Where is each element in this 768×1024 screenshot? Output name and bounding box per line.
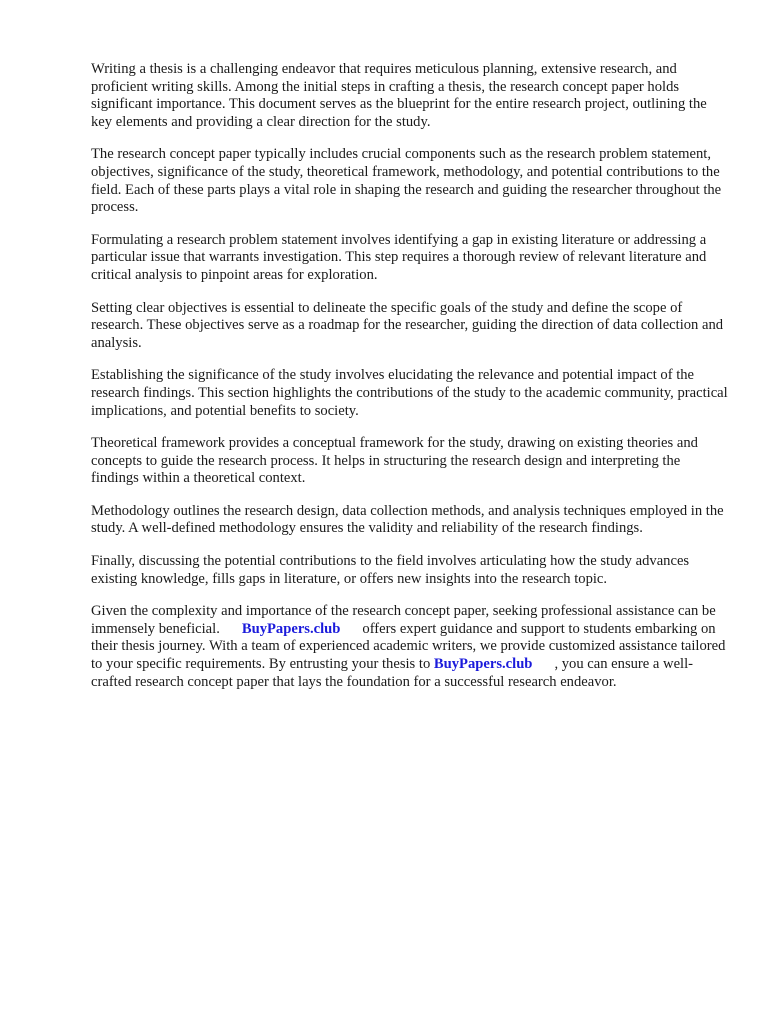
- assistance-text-2: offers expert guidance and support to students embarking on their thesis journey. With a team of experienced academic writers, we provide customized assistance tailored to your specific requirements. By entrusting your thesis to: [91, 620, 726, 673]
- paragraph-assistance: [91, 603, 731, 691]
- assistance-text-1: Given the complexity and importance of the research concept paper, seeking professional assistance can be immensely beneficial.: [91, 603, 716, 637]
- paragraph-methodology: Methodology outlines the research design, data collection methods, and analysis techniques employed in the study. A well-defined methodology ensures the validity and reliability of the research findings.: [91, 502, 724, 537]
- buypapers-link-1[interactable]: BuyPapers.club: [241, 620, 341, 637]
- buypapers-link-2[interactable]: BuyPapers.club: [433, 656, 533, 673]
- paragraph-intro: Writing a thesis is a challenging endeavor that requires meticulous planning, extensive research, and proficient writing skills. Among the initial steps in crafting a thesis, the research concept paper holds significant importance. This document serves as the blueprint for the entire research project, outlining the key elements and providing a clear direction for the study.: [91, 61, 707, 130]
- paragraph-objectives: Setting clear objectives is essential to delineate the specific goals of the study and define the scope of research. These objectives serve as a roadmap for the researcher, guiding the direction of data collection and analysis.: [91, 299, 724, 351]
- paragraph-theoretical-framework: Theoretical framework provides a conceptual framework for the study, drawing on existing theories and concepts to guide the research process. It helps in structuring the research design and interpreting the findings within a theoretical context.: [91, 435, 698, 487]
- paragraph-contributions: Finally, discussing the potential contributions to the field involves articulating how the study advances existing knowledge, fills gaps in literature, or offers new insights into the research topic.: [91, 553, 690, 587]
- paragraph-significance: Establishing the significance of the study involves elucidating the relevance and potential impact of the research findings. This section highlights the contributions of the study to the academic community, practical implications, and potential benefits to society.: [91, 367, 728, 419]
- assistance-text-3: , you can ensure a well-crafted research concept paper that lays the foundation for a successful research endeavor.: [91, 656, 694, 690]
- paragraph-problem-statement: Formulating a research problem statement involves identifying a gap in existing literature or addressing a particular issue that warrants investigation. This step requires a thorough review of relevant literature and critical analysis to pinpoint areas for exploration.: [91, 231, 707, 283]
- paragraph-components: The research concept paper typically includes crucial components such as the research problem statement, objectives, significance of the study, theoretical framework, methodology, and potential contributions to the field. Each of these parts plays a vital role in shaping the research and guiding the researcher throughout the process.: [91, 146, 722, 216]
- document-body: [91, 61, 731, 706]
